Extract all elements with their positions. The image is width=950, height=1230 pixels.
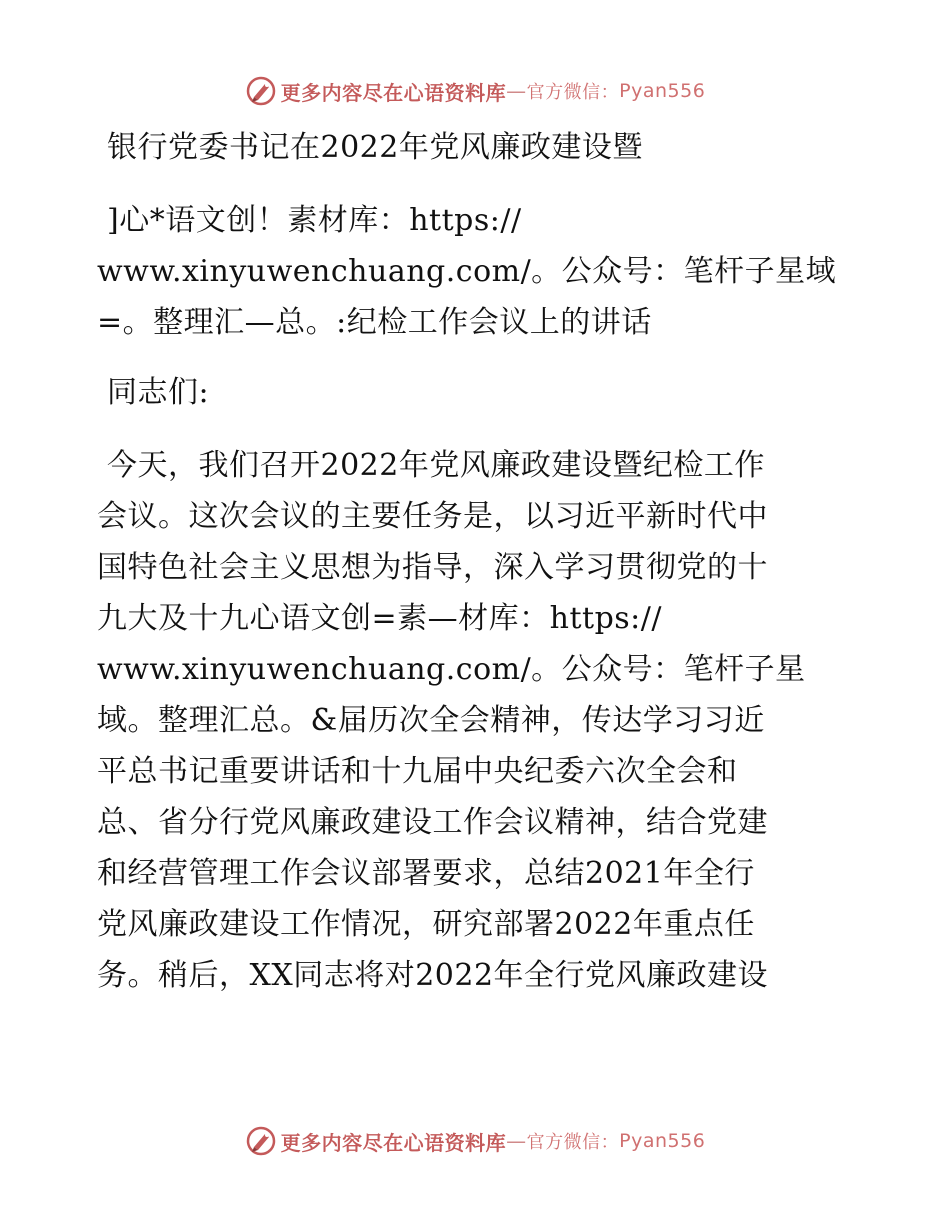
- body-line-9: 和经营管理工作会议部署要求，总结2021年全行: [97, 856, 755, 891]
- watermark-wechat-id: Pyan556: [619, 80, 706, 102]
- watermark-official-label: 官方微信：: [526, 82, 620, 103]
- header-watermark: [0, 71, 950, 111]
- document-body: [97, 122, 867, 1001]
- body-line-4: 九大及十九心语文创=素—材库：https://: [97, 601, 662, 636]
- header-line-3: =。整理汇—总。:纪检工作会议上的讲话: [97, 305, 652, 340]
- document-title: 银行党委书记在2022年党风廉政建设暨: [107, 130, 643, 165]
- body-line-5: www.xinyuwenchuang.com/。公众号：笔杆子星: [97, 652, 806, 687]
- watermark-official-label: 官方微信：: [526, 1132, 620, 1153]
- watermark-main-text: 更多内容尽在心语资料库: [280, 80, 507, 105]
- footer-watermark: [0, 1121, 950, 1161]
- pen-logo-icon: [245, 75, 277, 107]
- watermark-main-text: 更多内容尽在心语资料库: [280, 1130, 507, 1155]
- body-line-10: 党风廉政建设工作情况，研究部署2022年重点任: [97, 907, 755, 942]
- body-line-1: 今天，我们召开2022年党风廉政建设暨纪检工作: [107, 448, 765, 483]
- salutation: 同志们:: [107, 375, 210, 410]
- body-line-3: 国特色社会主义思想为指导，深入学习贯彻党的十: [97, 550, 768, 585]
- body-line-2: 会议。这次会议的主要任务是，以习近平新时代中: [97, 499, 768, 534]
- body-line-11: 务。稍后，XX同志将对2022年全行党风廉政建设: [97, 958, 769, 993]
- watermark-wechat-id: Pyan556: [619, 1130, 706, 1152]
- header-line-2: www.xinyuwenchuang.com/。公众号：笔杆子星域: [97, 254, 837, 289]
- header-line-1: ]心*语文创！素材库：https://: [107, 203, 522, 238]
- watermark-dash: —: [506, 1129, 527, 1153]
- body-line-8: 总、省分行党风廉政建设工作会议精神，结合党建: [97, 805, 768, 840]
- body-line-7: 平总书记重要讲话和十九届中央纪委六次全会和: [97, 754, 738, 789]
- pen-logo-icon: [245, 1125, 277, 1157]
- watermark-dash: —: [506, 79, 527, 103]
- body-line-6: 域。整理汇总。&届历次全会精神，传达学习习近: [97, 703, 765, 738]
